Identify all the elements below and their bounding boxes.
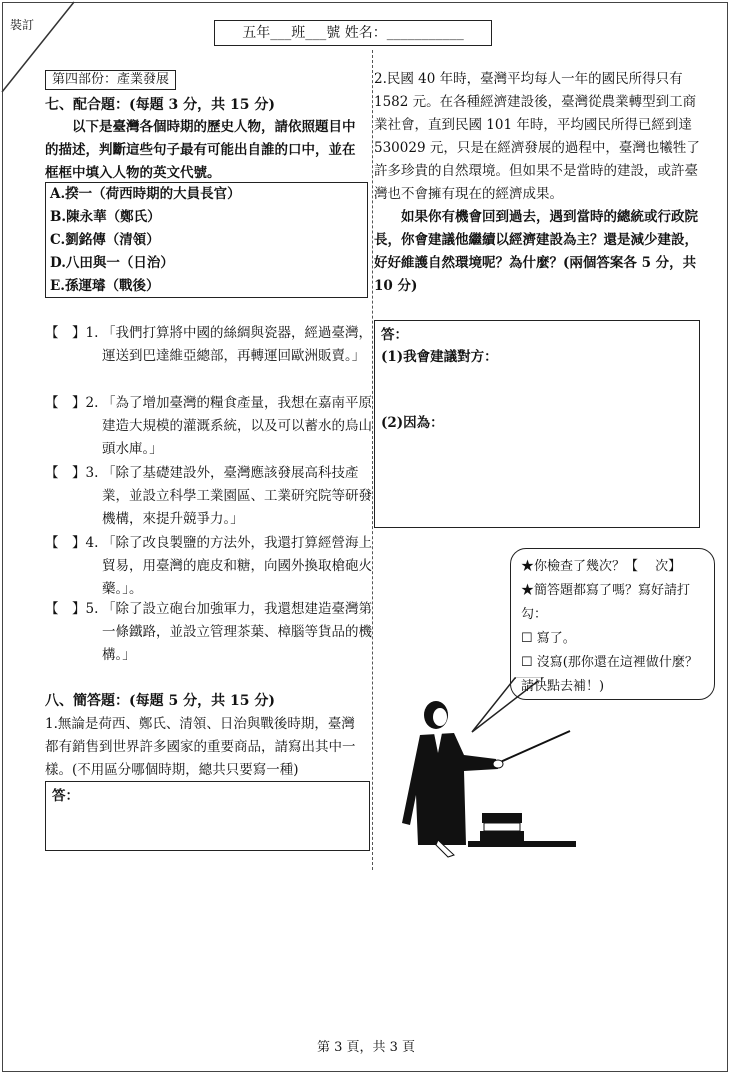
match-question-1 [45, 322, 375, 392]
answer-bracket-2[interactable]: 【 】2. [45, 395, 99, 411]
answer-box-q2[interactable] [374, 320, 700, 528]
answer-label-q2: 答： [381, 327, 408, 343]
option-a: A.揆一（荷西時期的大員長官） [50, 186, 241, 202]
options-box [45, 182, 368, 298]
answer-bracket-3[interactable]: 【 】3. [45, 465, 99, 481]
option-c: C.劉銘傳（清領） [50, 232, 160, 248]
section8-heading: 八、簡答題：(每題 5 分，共 15 分) [45, 693, 275, 709]
question-text-2: 「為了增加臺灣的糧食產量，我想在嘉南平原建造大規模的灌溉系統，以及可以蓄水的烏山頭水庫。」 [102, 395, 372, 457]
question-text-1: 「我們打算將中國的絲綢與瓷器，經過臺灣，運送到巴達維亞總部，再轉運回歐洲販賣。」 [102, 325, 372, 364]
match-question-2 [45, 392, 375, 462]
short-answer-q2-prompt: 如果你有機會回到過去，遇到當時的總統或行政院長，你會建議他繼續以經濟建設為主？還是減少建設，好好維護自然環境呢？為什麼？(兩個答案各 5 分，共 10 分) [374, 209, 698, 294]
short-answer-q2: 2.民國 40 年時，臺灣平均每人一年的國民所得只有 1582 元。在各種經濟建設後，臺灣從農業轉型到工商業社會，直到民國 101 年時，平均國民所得已經到達 530029 元，只是在經濟發展的過程中，臺灣也犧牲了許多珍貴的自然環境。但如果不是當時的建設，或許臺灣也不會擁有現在的經濟成果。 [374, 71, 700, 202]
checkbox-not-written[interactable]: ☐ 沒寫(那你還在這裡做什麼？請快點去補！) [521, 655, 698, 694]
option-e: E.孫運璿（戰後） [50, 278, 160, 294]
answer-bracket-5[interactable]: 【 】5. [45, 601, 99, 617]
match-question-5 [45, 598, 375, 668]
answer-box-q1[interactable] [45, 781, 370, 851]
section7-intro: 以下是臺灣各個時期的歷史人物，請依照題目中的描述，判斷這些句子最有可能出自誰的口中，並在框框中填入人物的英文代號。 [45, 119, 356, 181]
page-number: 第 3 頁，共 3 頁 [316, 1040, 416, 1055]
answer-label-q1: 答： [52, 788, 79, 804]
question-text-5: 「除了設立砲台加強軍力，我還想建造臺灣第一條鐵路，並設立管理茶葉、樟腦等貨品的機構。」 [102, 601, 372, 663]
answer-part-1-label: (1)我會建議對方： [381, 349, 498, 365]
checklist-bubble [510, 548, 715, 700]
question-text-4: 「除了改良製鹽的方法外，我還打算經營海上貿易，用臺灣的鹿皮和糖，向國外換取槍砲火藥。」。 [102, 535, 372, 597]
match-question-3 [45, 462, 375, 532]
match-question-4 [45, 532, 375, 602]
part-label: 第四部份：產業發展 [45, 70, 176, 90]
option-b: B.陳永華（鄭氏） [50, 209, 161, 225]
answer-bracket-1[interactable]: 【 】1. [45, 325, 99, 341]
option-d: D.八田與一（日治） [50, 255, 174, 271]
binding-label: 裝訂 [10, 18, 35, 32]
answer-part-2-label: (2)因為： [381, 415, 444, 431]
checkbox-written[interactable]: ☐ 寫了。 [521, 631, 576, 646]
check-written-line: ★簡答題都寫了嗎？寫好請打勾： [521, 583, 691, 622]
short-answer-q1: 1.無論是荷西、鄭氏、清領、日治與戰後時期，臺灣都有銷售到世界許多國家的重要商品，請寫出其中一樣。(不用區分哪個時期，總共只要寫一種) [45, 716, 356, 778]
section7-heading: 七、配合題：(每題 3 分，共 15 分) [45, 97, 275, 113]
teacher-illustration [398, 695, 578, 865]
question-text-3: 「除了基礎建設外，臺灣應該發展高科技產業，並設立科學工業園區、工業研究院等研發機構，來提升競爭力。」 [102, 465, 372, 527]
student-info-box[interactable]: 五年___班___號 姓名：___________ [214, 20, 492, 46]
check-count-line: ★你檢查了幾次？【 次】 [521, 559, 682, 574]
answer-bracket-4[interactable]: 【 】4. [45, 535, 99, 551]
